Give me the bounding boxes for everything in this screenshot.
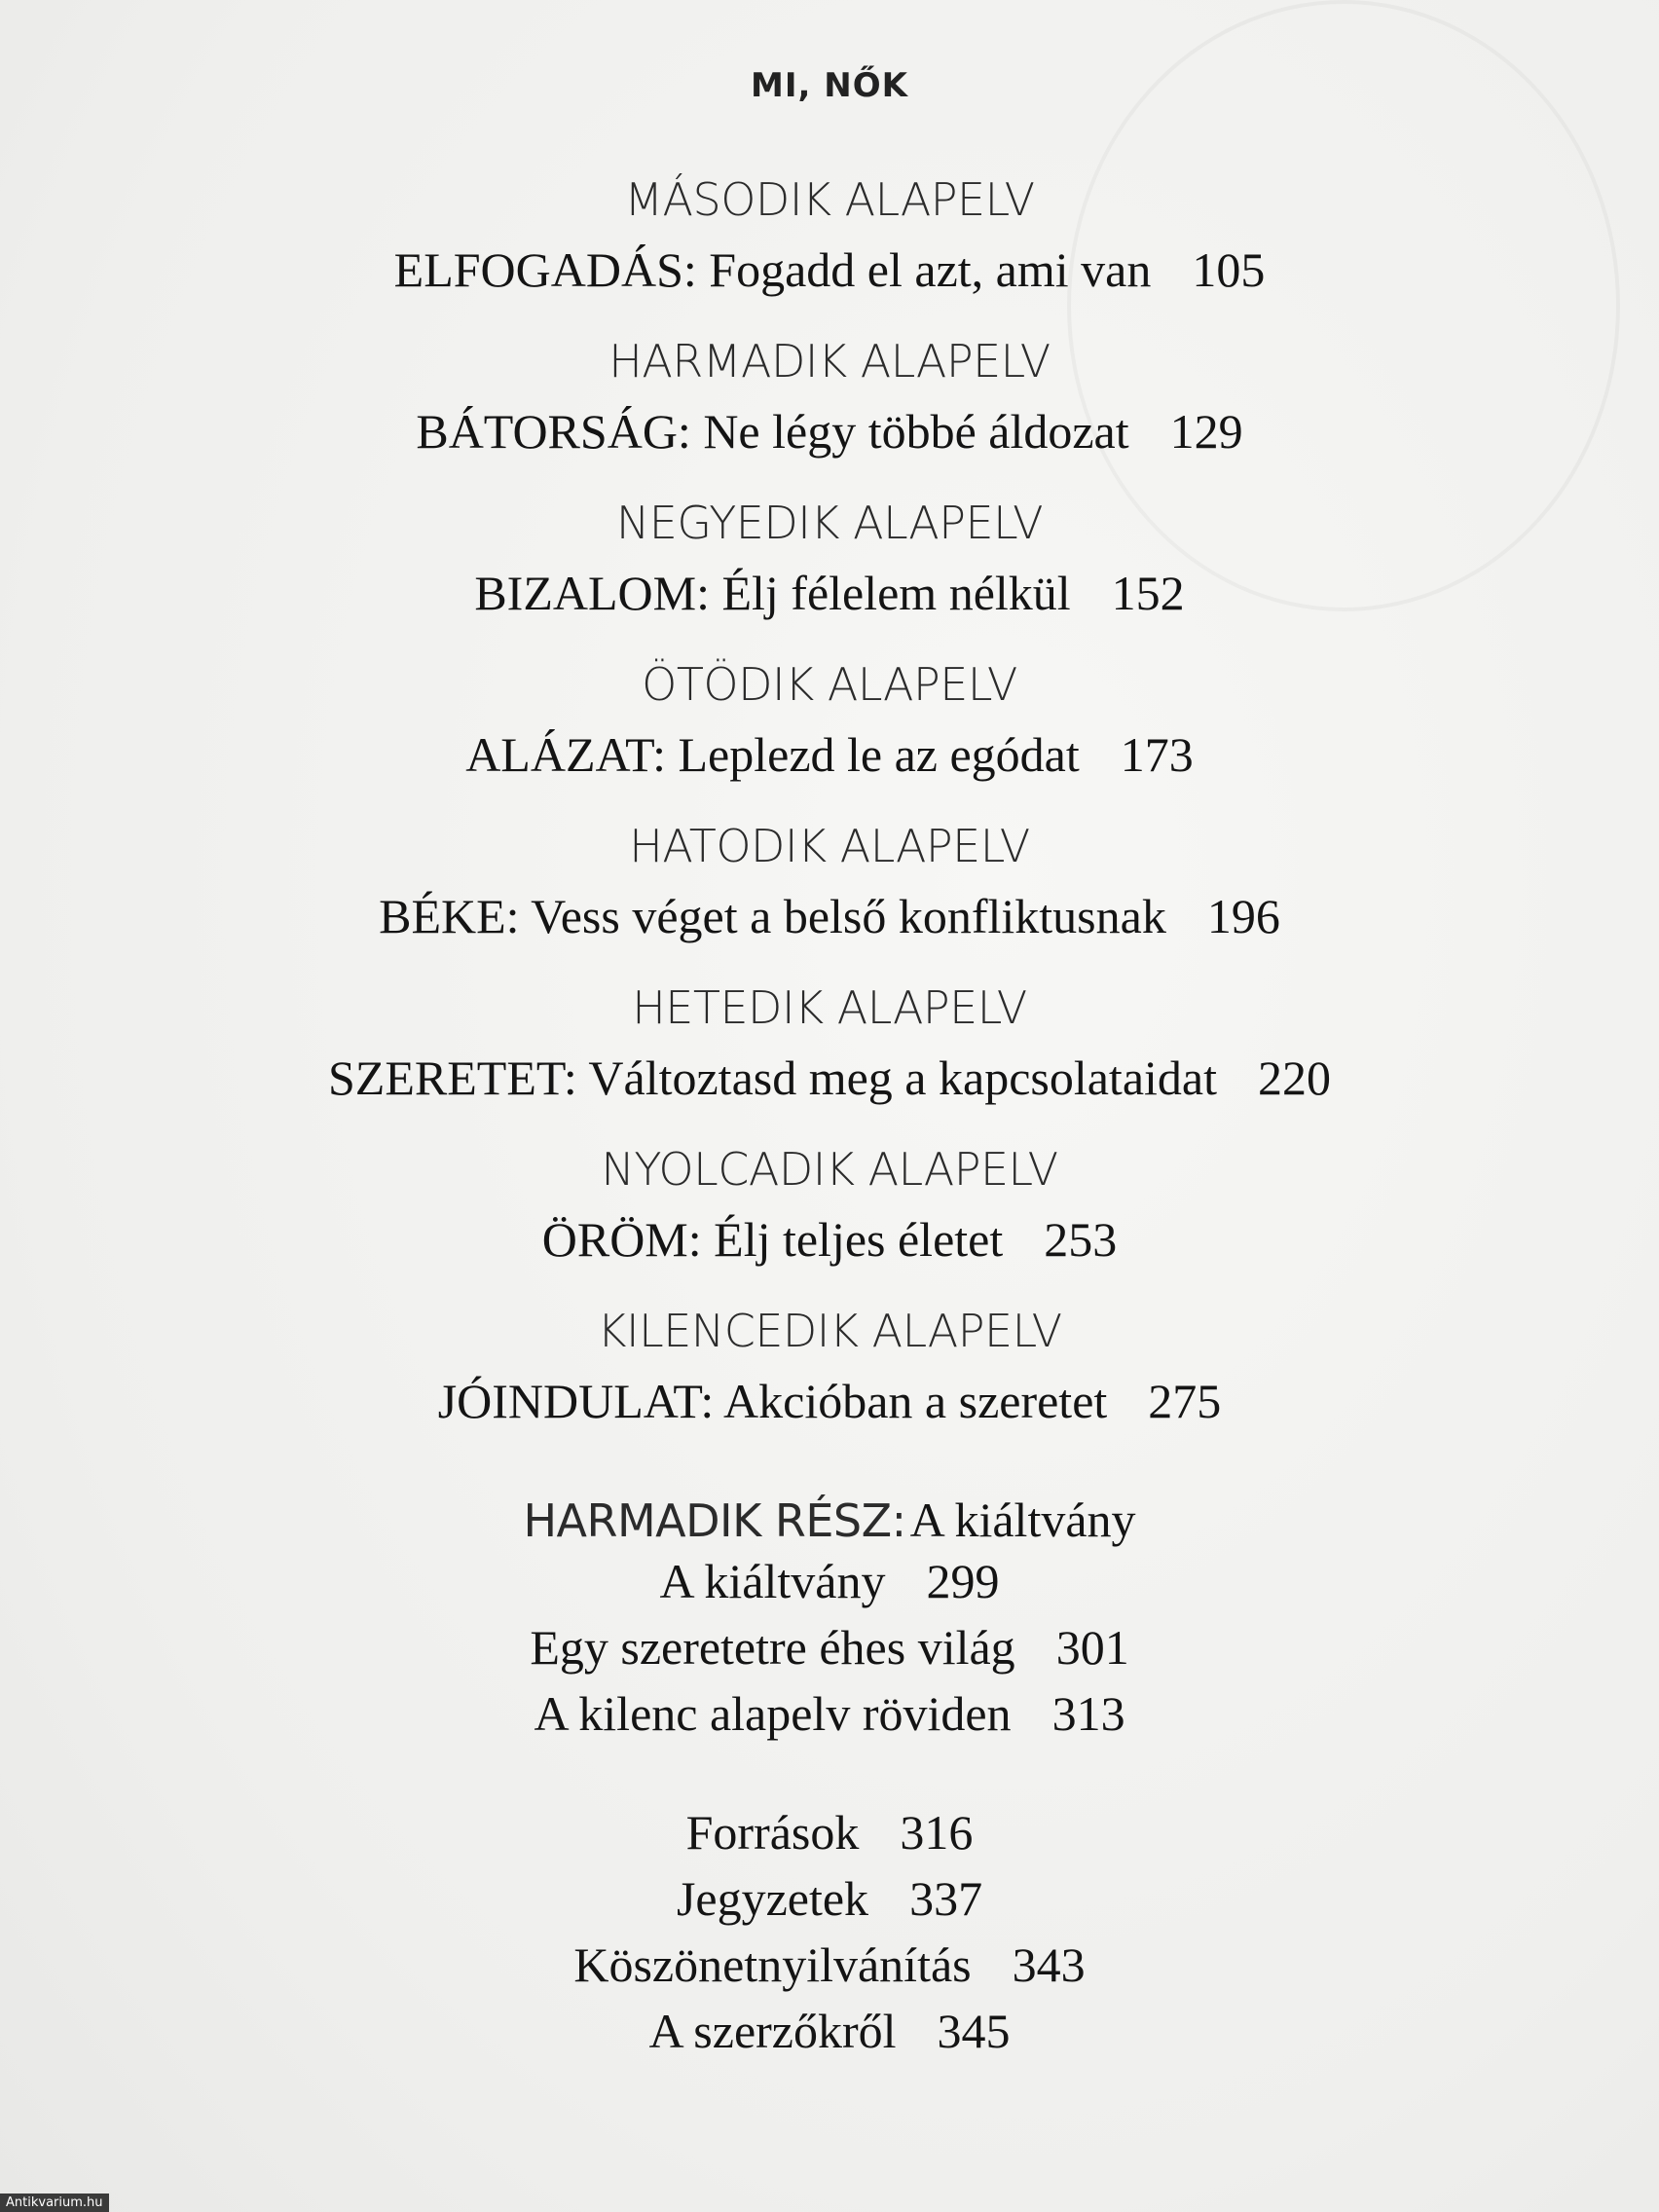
- page-number: 253: [1044, 1212, 1118, 1267]
- principle-label: KILENCEDIK ALAPELV: [597, 1305, 1062, 1357]
- principle-label: HETEDIK ALAPELV: [632, 981, 1027, 1034]
- page-number: 220: [1258, 1051, 1331, 1105]
- toc-principle: [0, 1297, 1659, 1437]
- toc-entry: [0, 395, 1659, 467]
- principles-list: [0, 166, 1659, 1437]
- page-number: 152: [1111, 566, 1185, 620]
- toc-entry: [0, 880, 1659, 952]
- part-three-heading: [0, 1492, 1659, 1548]
- entry-title: ÖRÖM: Élj teljes életet: [541, 1212, 1004, 1267]
- entry-title: ELFOGADÁS: Fogadd el azt, ami van: [393, 242, 1152, 297]
- toc-entry: [0, 1865, 1659, 1932]
- entry-title: BÁTORSÁG: Ne légy többé áldozat: [416, 404, 1129, 459]
- back-matter-list: [0, 1799, 1659, 2064]
- toc-principle: [0, 974, 1659, 1114]
- toc-principle: [0, 812, 1659, 952]
- entry-title: Jegyzetek: [676, 1871, 869, 1926]
- toc-principle: [0, 327, 1659, 467]
- principle-label: MÁSODIK ALAPELV: [624, 173, 1035, 226]
- page-number: 313: [1051, 1686, 1125, 1741]
- running-head: MI, NŐK: [751, 66, 908, 105]
- toc-entry: [0, 1365, 1659, 1437]
- toc-principle: [0, 650, 1659, 791]
- toc-entry: [0, 1548, 1659, 1614]
- entry-title: BIZALOM: Élj félelem nélkül: [474, 566, 1071, 620]
- page-number: 337: [909, 1871, 983, 1926]
- table-of-contents: [0, 166, 1659, 2064]
- toc-entry: [0, 1998, 1659, 2064]
- page-number: 196: [1206, 889, 1280, 943]
- page-number: 345: [937, 2004, 1011, 2058]
- entry-title: ALÁZAT: Leplezd le az egódat: [465, 727, 1080, 782]
- page-number: 301: [1055, 1620, 1129, 1675]
- page-number: 105: [1192, 242, 1266, 297]
- page-number: 343: [1012, 1937, 1086, 1992]
- toc-entry: [0, 1799, 1659, 1865]
- toc-entry: [0, 1203, 1659, 1275]
- principle-label: HATODIK ALAPELV: [629, 820, 1030, 872]
- entry-title: A kilenc alapelv röviden: [534, 1686, 1012, 1741]
- toc-entry: [0, 557, 1659, 629]
- page-number: 316: [900, 1805, 974, 1860]
- entry-title: A kiáltvány: [659, 1554, 886, 1608]
- part-three-entries: [0, 1548, 1659, 1747]
- part-label: HARMADIK RÉSZ:: [523, 1494, 906, 1547]
- toc-entry: [0, 719, 1659, 791]
- entry-title: Források: [685, 1805, 860, 1860]
- page-number: 299: [926, 1554, 1000, 1608]
- toc-principle: [0, 1135, 1659, 1275]
- entry-title: SZERETET: Változtasd meg a kapcsolataidat: [328, 1051, 1217, 1105]
- toc-entry: [0, 1614, 1659, 1680]
- part-subtitle: A kiáltvány: [909, 1493, 1136, 1547]
- principle-label: NEGYEDIK ALAPELV: [615, 497, 1044, 549]
- entry-title: BÉKE: Vess véget a belső konfliktusnak: [379, 889, 1166, 943]
- principle-label: HARMADIK ALAPELV: [608, 335, 1051, 387]
- entry-title: A szerzőkről: [648, 2004, 897, 2058]
- page-number: 129: [1169, 404, 1243, 459]
- entry-title: Egy szeretetre éhes világ: [530, 1620, 1015, 1675]
- toc-entry: [0, 1042, 1659, 1114]
- toc-entry: [0, 234, 1659, 306]
- page-number: 275: [1148, 1374, 1222, 1428]
- principle-label: ÖTÖDIK ALAPELV: [642, 658, 1017, 711]
- watermark: Antikvarium.hu: [0, 2194, 109, 2212]
- principle-label: NYOLCADIK ALAPELV: [601, 1143, 1058, 1196]
- toc-entry: [0, 1680, 1659, 1747]
- page-number: 173: [1120, 727, 1194, 782]
- toc-principle: [0, 166, 1659, 306]
- entry-title: JÓINDULAT: Akcióban a szeretet: [437, 1374, 1108, 1428]
- toc-entry: [0, 1932, 1659, 1998]
- toc-principle: [0, 489, 1659, 629]
- entry-title: Köszönetnyilvánítás: [573, 1937, 972, 1992]
